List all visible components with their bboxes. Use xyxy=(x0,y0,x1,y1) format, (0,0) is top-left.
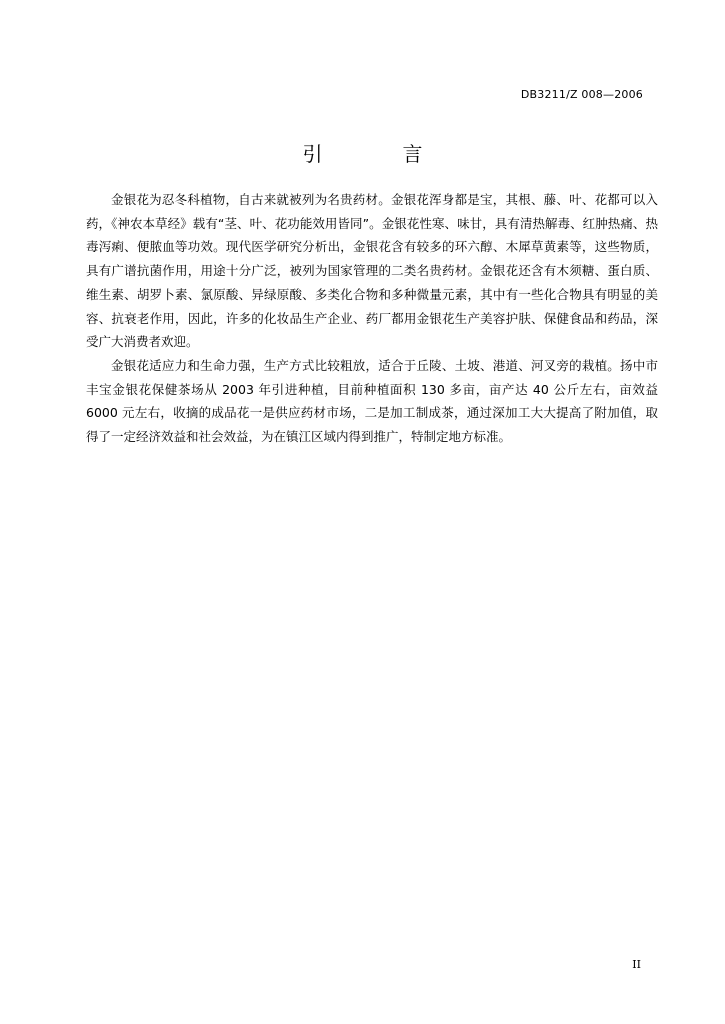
paragraph-1: 金银花为忍冬科植物，自古来就被列为名贵药材。金银花浑身都是宝，其根、藤、叶、花都可以入药，《神农本草经》载有“茎、叶、花功能效用皆同”。金银花性寒、味甘，具有清热解毒、红肿热痛、热毒泻痢、便脓血等功效。现代医学研究分析出，金银花含有较多的环六醇、木犀草黄素等，这些物质，具有广谱抗菌作用，用途十分广泛，被列为国家管理的二类名贵药材。金银花还含有木须糖、蛋白质、维生素、胡罗卜素、氯原酸、异绿原酸、多类化合物和多种微量元素，其中有一些化合物具有明显的美容、抗衰老作用，因此，许多的化妆品生产企业、药厂都用金银花生产美容护肤、保健食品和药品，深受广大消费者欢迎。 xyxy=(86,192,658,350)
page-number: II xyxy=(632,958,641,971)
paragraph-2: 金银花适应力和生命力强，生产方式比较粗放，适合于丘陵、土坡、港道、河叉旁的栽植。扬中市丰宝金银花保健茶场从 2003 年引进种植，目前种植面积 130 多亩，亩产达 40 公斤左右，亩效益 6000 元左右，收摘的成品花一是供应药材市场，二是加工制成茶，通过深加工大大提高了附加值，取得了一定经济效益和社会效益，为在镇江区域内得到推广，特制定地方标准。 xyxy=(86,357,658,445)
body-text xyxy=(86,188,658,449)
document-code: DB3211/Z 008—2006 xyxy=(520,88,643,101)
section-title: 引 言 xyxy=(302,142,453,166)
